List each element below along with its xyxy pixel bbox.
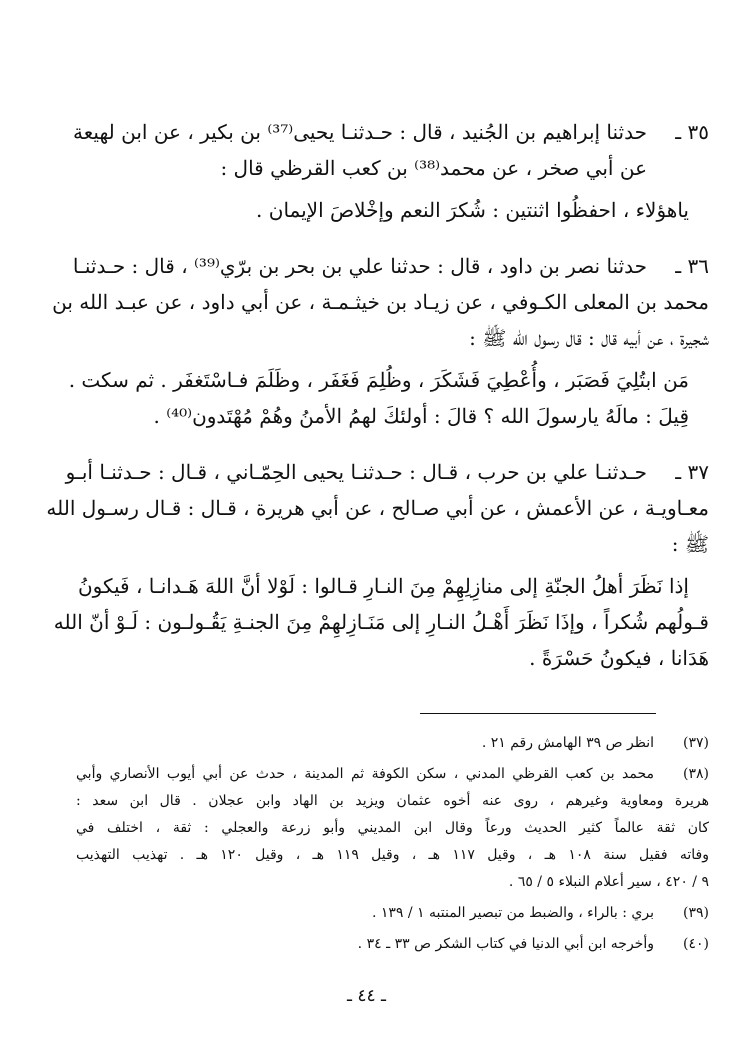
footnote-line: وفاته فقيل سنة ١٠٨ هـ ، وقيل ١١٧ هـ ، وقيل ١١٩ هـ ، وقيل ١٢٠ هـ . تهذيب التهذيب <box>76 847 710 863</box>
footnote-line: وأخرجه ابن أبي الدنيا في كتاب الشكر ص ٣٣ ـ ٣٤ . <box>357 936 654 952</box>
text-line: مَن ابتُلِيَ فَصَبَر ، وأُعْطِيَ فَشَكَرَ ، وظُلِمَ فَغَفَر ، وظَلَمَ فـاسْتَغفَر . ثم سكت . <box>68 368 689 392</box>
footnote-37 <box>76 730 709 757</box>
hadith-number: ٣٥ ـ <box>675 120 709 144</box>
footnote-number: (٣٩) <box>683 905 709 921</box>
footnote-40 <box>76 931 709 958</box>
hadith-35 <box>73 114 709 228</box>
footnote-number: (٤٠) <box>683 936 709 952</box>
chain-line: حـدثنـا علي بن حرب ، قـال : حـدثنـا يحيى الحِمّـاني ، قـال : حـدثنـا أبـو <box>65 460 647 484</box>
text-line: قِيلَ : مالَهُ يارسولَ الله ؟ قالَ : أولئكَ لهمُ الأمنُ وهُمْ مُهْتَدون⁽⁴⁰⁾ . <box>153 404 689 428</box>
page-number: ـ ٤٤ ـ <box>346 986 387 1006</box>
text-line: ياهؤلاء ، احفظُوا اثنتين : شُكرَ النعم وإخْلاصَ الإيمان . <box>256 198 689 222</box>
chain-line: حدثنا إبراهيم بن الجُنيد ، قال : حـدثنـا يحيى⁽³⁷⁾ بن بكير ، عن ابن لهيعة <box>73 120 647 144</box>
footnote-39 <box>76 900 709 927</box>
hadith-chain <box>73 114 647 186</box>
footnote-line: انظر ص ٣٩ الهامش رقم ٢١ . <box>481 735 654 751</box>
hadith-36 <box>52 248 709 434</box>
hadith-number: ٣٧ ـ <box>675 460 709 484</box>
hadith-chain <box>72 248 647 284</box>
hadith-chain-cont <box>46 490 709 562</box>
hadith-number: ٣٦ ـ <box>675 254 709 278</box>
hadith-chain <box>65 454 647 490</box>
footnote-line: ٩ / ٤٢٠ ، سير أعلام النبلاء ٥ / ٦٥ . <box>508 874 709 890</box>
hadith-text <box>100 192 689 228</box>
chain-line: حدثنا نصر بن داود ، قال : حدثنا علي بن بحر بن برّي⁽³⁹⁾ ، قال : حـدثنـا <box>72 254 647 278</box>
footnote-line: بري : بالراء ، والضبط من تبصير المنتبه ١ / ١٣٩ . <box>371 905 654 921</box>
chain-line: عن أبي صخر ، عن محمد⁽³⁸⁾ بن كعب القرظي قال : <box>220 156 647 180</box>
footnote-38 <box>76 761 709 896</box>
footnote-divider <box>420 713 656 714</box>
hadith-chain-cont <box>52 284 709 356</box>
chain-line: شجيرة ، عن أبيه قال : قال رسول الله ﷺ : <box>469 326 709 350</box>
footnotes <box>76 730 709 962</box>
chain-line: ﷺ : <box>671 532 709 556</box>
chain-line: محمد بن المعلى الكـوفي ، عن زيـاد بن خيثـمـة ، عن أبي داود ، عن عبـد الله بن <box>52 290 709 314</box>
footnote-number: (٣٨) <box>683 766 709 782</box>
footnote-line: محمد بن كعب القرظي المدني ، سكن الكوفة ثم المدينة ، حدث عن أبي أيوب الأنصاري وأبي <box>76 766 654 782</box>
text-line: هَدَانا ، فيكونُ حَسْرَةً . <box>529 646 709 670</box>
footnote-line: هريرة ومعاوية وغيرهم ، روى عنه أخوه عثمان ويزيد بن الهاد وابن عجلان . قال ابن سعد : <box>76 793 709 809</box>
hadith-text-cont <box>53 604 709 676</box>
hadith-37 <box>46 454 709 676</box>
hadith-text <box>68 362 689 434</box>
text-line: قـولُهم شُكراً ، وإذَا نَظَرَ أَهْـلُ النـارِ إلى مَنَـازِلهِمْ مِنَ الجنـةِ يَقُـولـون : لَـوْ أنّ الله <box>53 610 709 634</box>
text-line: إذا نَظَرَ أهلُ الجنّةِ إلى منازِلِهِمْ مِنَ النـارِ قـالوا : لَوْلا أنَّ اللهَ هَـدانـا ، فَيكونُ <box>77 574 689 598</box>
footnote-line: كان ثقة عالماً كثير الحديث ورعاً وقال ابن المديني وأبو زرعة والعجلي : ثقة ، اختلف في <box>76 820 709 836</box>
footnote-number: (٣٧) <box>683 735 709 751</box>
chain-line: معـاويـة ، عن الأعمش ، عن أبي صـالح ، عن أبي هريرة ، قـال : قـال رسـول الله <box>46 496 709 520</box>
hadith-text <box>77 568 689 604</box>
